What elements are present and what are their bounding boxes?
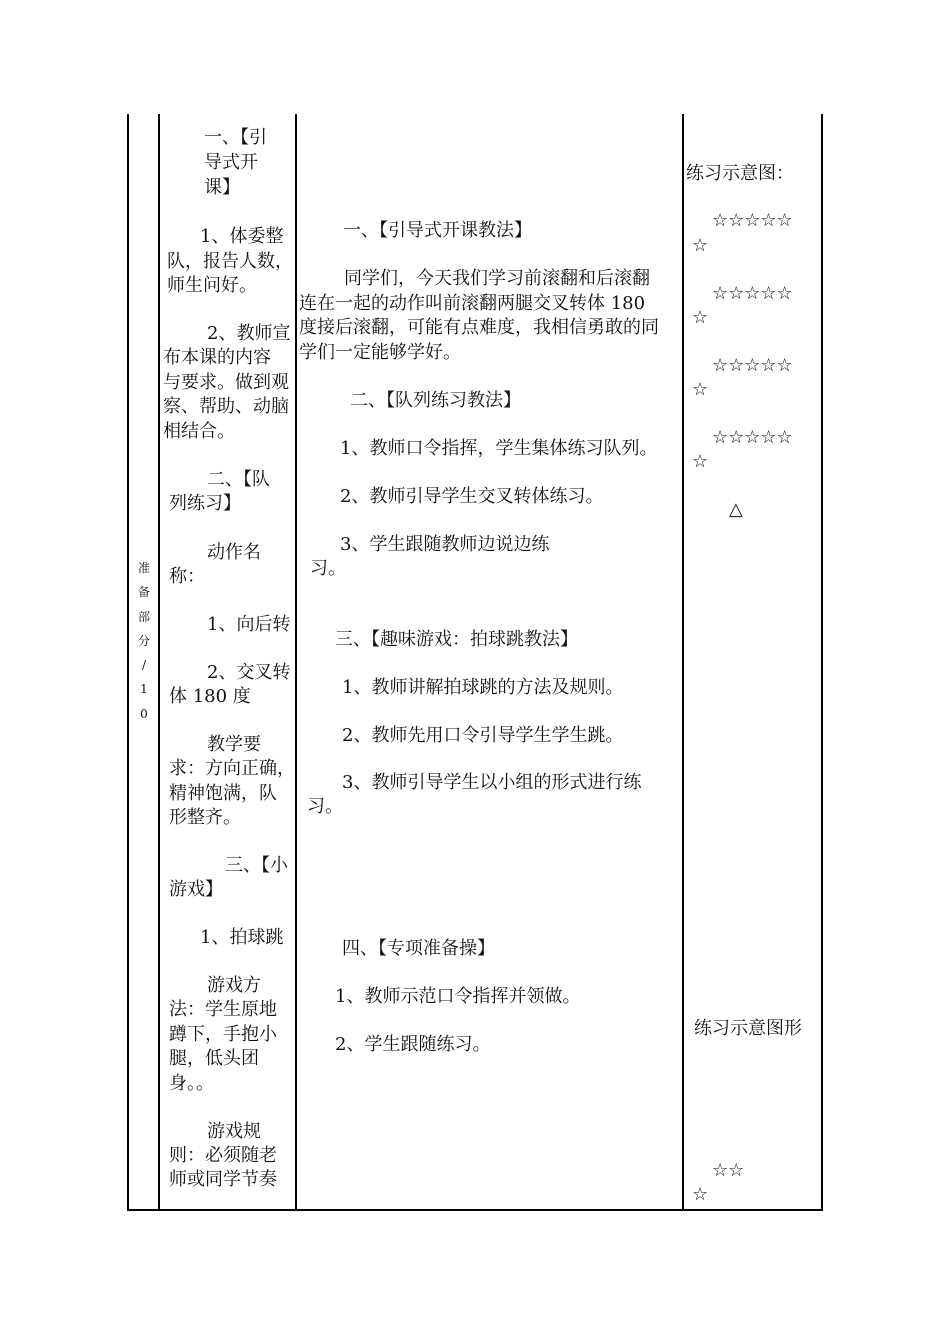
- student-formation-row-2: [712, 282, 793, 306]
- method-p1-line: 连在一起的动作叫前滚翻两腿交叉转体 180: [299, 293, 646, 314]
- method-3-item-1: 1、教师讲解拍球跳的方法及规则。: [342, 677, 624, 698]
- s1-p1-line: 师生问好。: [167, 275, 257, 296]
- method-heading-1: 一、【引导式开课教法】: [343, 220, 532, 241]
- star-icon: ☆: [692, 307, 709, 328]
- s1-p2-line: 察、帮助、动脑: [163, 396, 289, 417]
- star-icons: ☆☆☆☆☆: [712, 210, 793, 231]
- student-formation-row-2-wrap: [692, 306, 708, 330]
- section-label-vertical: [137, 556, 151, 726]
- s2-action-line: 称：: [169, 566, 205, 587]
- s1-title-line: 一、【引: [204, 127, 267, 148]
- s3-method-line: 蹲下，手抱小: [169, 1024, 277, 1045]
- method-2-item-1: 1、教师口令指挥，学生集体练习队列。: [340, 438, 658, 459]
- table-divider-2: [295, 114, 297, 1211]
- s2-item-1: 1、向后转: [207, 614, 291, 635]
- side-char: 1: [140, 682, 148, 697]
- student-formation-row-1-wrap: [692, 234, 708, 258]
- s3-rule-line: 则：必须随老: [169, 1145, 277, 1166]
- star-icon: ☆: [692, 235, 709, 256]
- s3-title-line: 三、【小: [225, 855, 288, 876]
- s1-title-line: 导式开: [204, 152, 258, 173]
- side-char: 分: [137, 633, 150, 648]
- s2-item-2-line: 体 180 度: [169, 686, 251, 707]
- s1-p2-line: 布本课的内容: [163, 347, 271, 368]
- table-divider-1: [158, 114, 160, 1211]
- method-p1-line: 度接后滚翻，可能有点难度，我相信勇敢的同: [299, 317, 659, 338]
- diagram-label-2: 练习示意图形: [694, 1018, 802, 1039]
- s1-p1-line: 队，报告人数，: [167, 251, 293, 272]
- s2-req-line: 教学要: [207, 734, 261, 755]
- s2-title-line: 二、【队: [207, 469, 270, 490]
- s2-req-line: 精神饱满，队: [169, 783, 277, 804]
- method-2-item-3-line: 习。: [310, 558, 346, 579]
- s2-action-line: 动作名: [207, 542, 261, 563]
- method-p1-line: 同学们，今天我们学习前滚翻和后滚翻: [344, 268, 650, 289]
- method-3-item-3-line: 3、教师引导学生以小组的形式进行练: [342, 772, 642, 793]
- table-border-right: [821, 114, 823, 1211]
- side-char: 部: [137, 609, 150, 624]
- s2-req-line: 求：方向正确，: [169, 758, 295, 779]
- s3-method-line: 法：学生原地: [169, 999, 277, 1020]
- teacher-triangle-icon: △: [729, 499, 743, 520]
- s3-method-line: 游戏方: [207, 975, 261, 996]
- star-icons: ☆☆: [712, 1160, 745, 1181]
- s2-item-2-line: 2、交叉转: [207, 662, 291, 683]
- star-icons: ☆☆☆☆☆: [712, 355, 793, 376]
- side-char: 0: [140, 706, 148, 721]
- s1-p2-line: 相结合。: [163, 421, 235, 442]
- method-4-item-2: 2、学生跟随练习。: [335, 1034, 491, 1055]
- method-heading-3: 三、【趣味游戏：拍球跳教法】: [335, 629, 578, 650]
- s3-item-1: 1、拍球跳: [200, 927, 284, 948]
- side-char: /: [141, 658, 147, 673]
- table-border-bottom: [127, 1209, 823, 1211]
- s2-title-line: 列练习】: [169, 493, 241, 514]
- table-divider-3: [682, 114, 684, 1211]
- s3-rule-line: 师或同学节奏: [169, 1169, 277, 1190]
- method-2-item-3-line: 3、学生跟随教师边说边练: [340, 534, 550, 555]
- s1-p1-line: 1、体委整: [200, 226, 284, 247]
- method-4-item-1: 1、教师示范口令指挥并领做。: [335, 986, 581, 1007]
- s3-method-line: 腿，低头团: [169, 1048, 259, 1069]
- method-p1-line: 学们一定能够学好。: [299, 342, 461, 363]
- s3-rule-line: 游戏规: [207, 1121, 261, 1142]
- method-heading-4: 四、【专项准备操】: [342, 938, 495, 959]
- bottom-formation-row: [712, 1159, 744, 1183]
- s3-title-line: 游戏】: [169, 879, 223, 900]
- method-3-item-3-line: 习。: [307, 796, 343, 817]
- student-formation-row-1: [712, 209, 793, 233]
- student-formation-row-4-wrap: [692, 450, 708, 474]
- s1-title-line: 课】: [204, 177, 240, 198]
- star-icons: ☆☆☆☆☆: [712, 283, 793, 304]
- side-char: 备: [137, 585, 150, 600]
- method-heading-2: 二、【队列练习教法】: [350, 390, 521, 411]
- method-2-item-2: 2、教师引导学生交叉转体练习。: [340, 486, 604, 507]
- star-icons: ☆☆☆☆☆: [712, 427, 793, 448]
- s2-req-line: 形整齐。: [169, 807, 241, 828]
- s3-method-line: 身。。: [169, 1073, 214, 1094]
- bottom-formation-row-wrap: [692, 1183, 708, 1207]
- student-formation-row-3: [712, 354, 793, 378]
- method-3-item-2: 2、教师先用口令引导学生学生跳。: [342, 725, 624, 746]
- star-icon: ☆: [692, 1184, 709, 1205]
- s1-p2-line: 2、教师宣: [207, 323, 291, 344]
- s1-p2-line: 与要求。做到观: [163, 372, 289, 393]
- side-char: 准: [137, 561, 150, 575]
- student-formation-row-3-wrap: [692, 378, 708, 402]
- star-icon: ☆: [692, 451, 709, 472]
- diagram-label-1: 练习示意图：: [686, 163, 794, 184]
- table-border-left: [127, 114, 129, 1211]
- student-formation-row-4: [712, 426, 793, 450]
- star-icon: ☆: [692, 379, 709, 400]
